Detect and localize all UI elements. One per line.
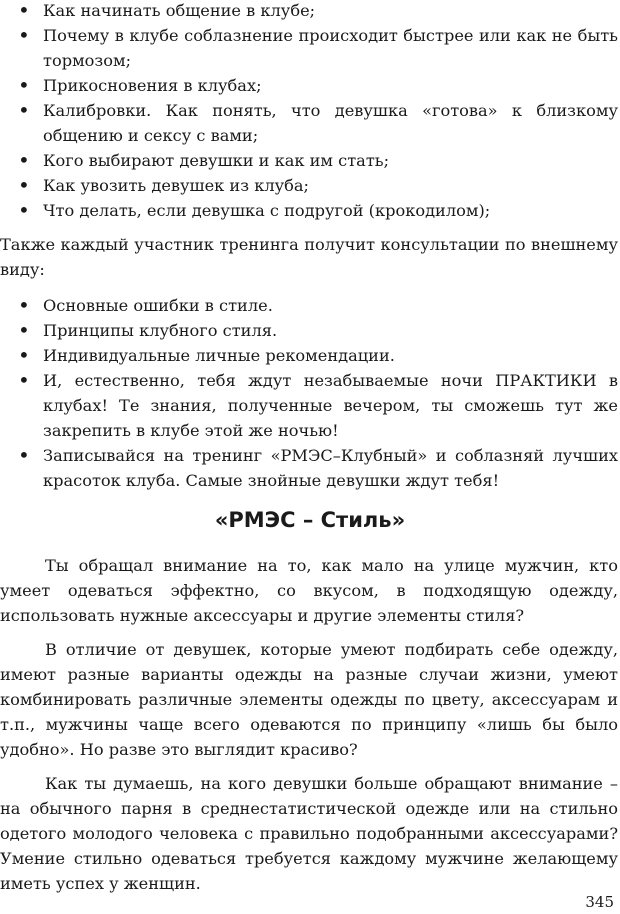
list-item: • Основные ошибки в стиле. <box>0 293 620 318</box>
body-paragraph: В отличие от девушек, которые умеют подбирать себе одежду, имеют разные варианты одежды на разные случаи жизни, умеют комбинировать различные элементы одежды по цвету, аксессуарам и т.п., мужчины чаще всего одеваются по принципу «лишь бы было удобно». Но разве это выглядит красиво? <box>0 640 618 759</box>
list-item: • Что делать, если девушка с подругой (крокодилом); <box>0 198 620 223</box>
body-paragraph: Ты обращал внимание на то, как мало на улице мужчин, кто умеет одеваться эффектно, со вкусом, в подходящую одежду, использовать нужные аксессуары и другие элементы стиля? <box>0 556 618 625</box>
body-paragraph: Как ты думаешь, на кого девушки больше обращают внимание – на обычного парня в среднестатистической одежде или на стильно одетого молодого человека с правильно подобранными аксессуарами? Умение стильно одеваться требуется каждому мужчине желающему иметь успех у женщин. <box>0 774 618 893</box>
page-number: 345 <box>585 893 614 911</box>
list-item: • Как увозить девушек из клуба; <box>0 173 620 198</box>
list-item: • Как начинать общение в клубе; <box>0 0 620 23</box>
list-item: • Кого выбирают девушки и как им стать; <box>0 148 620 173</box>
list-item: • И, естественно, тебя ждут незабываемые ночи ПРАКТИКИ в клубах! Те знания, полученные вечером, ты сможешь тут же закрепить в клубе этой же ночью! <box>0 368 620 443</box>
list-item: • Почему в клубе соблазнение происходит быстрее или как не быть тормозом; <box>0 23 620 73</box>
bullet-list-style-topics <box>0 293 620 493</box>
list-item: • Записывайся на тренинг «РМЭС–Клубный» и соблазняй лучших красоток клуба. Самые знойные девушки ждут тебя! <box>0 443 620 493</box>
list-item: • Принципы клубного стиля. <box>0 318 620 343</box>
list-item: • Прикосновения в клубах; <box>0 73 620 98</box>
paragraph-consultation: Также каждый участник тренинга получит консультации по внешнему виду: <box>0 235 618 279</box>
section-heading: «РМЭС – Стиль» <box>214 508 406 532</box>
list-item: • Калибровки. Как понять, что девушка «готова» к близкому общению и сексу с вами; <box>0 98 620 148</box>
bullet-list-club-topics <box>0 0 620 223</box>
list-item: • Индивидуальные личные рекомендации. <box>0 343 620 368</box>
